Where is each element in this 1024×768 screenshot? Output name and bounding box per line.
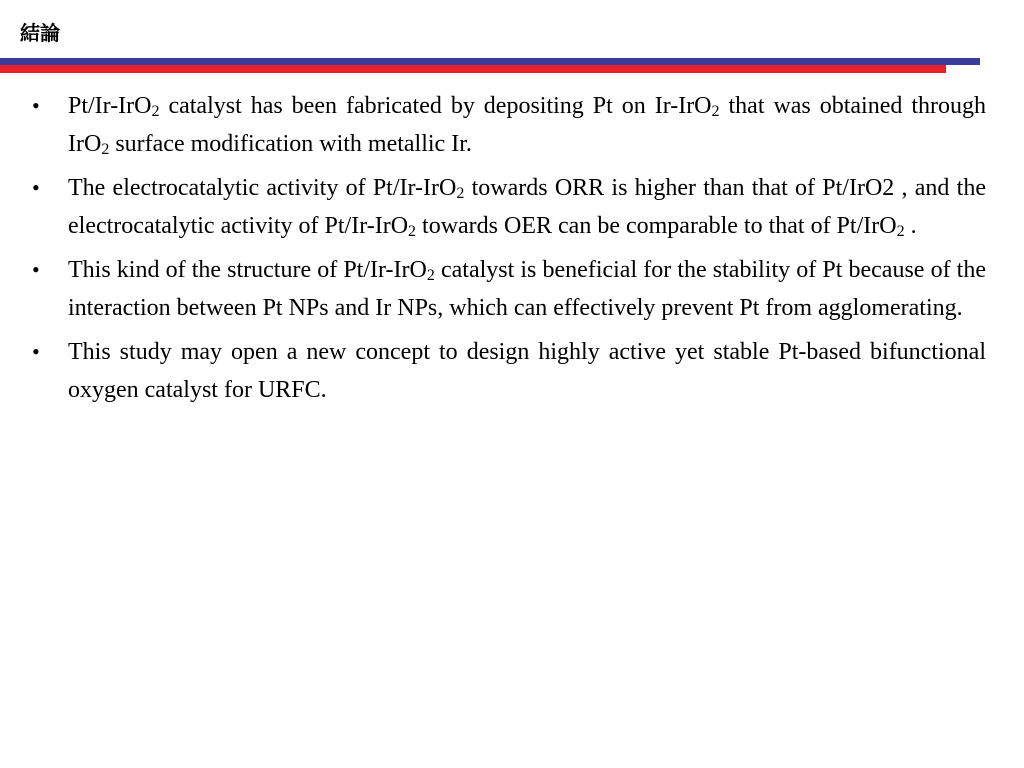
- bullet-item: [32, 251, 986, 327]
- bullet-item: [32, 333, 986, 409]
- subscript: 2: [426, 267, 435, 284]
- subscript: 2: [896, 223, 905, 240]
- subscript: 2: [101, 141, 110, 158]
- bullet-text: [68, 175, 986, 239]
- bullet-marker: •: [32, 339, 40, 364]
- bullet-text: [68, 93, 986, 157]
- bullet-marker: •: [32, 175, 40, 200]
- text-run: .: [904, 213, 917, 239]
- slide-title: 結論: [20, 21, 60, 45]
- bullet-item: [32, 169, 986, 245]
- subscript: 2: [711, 103, 720, 120]
- title-rule-blue: [0, 58, 980, 65]
- text-run: The electrocatalytic activity of Pt/Ir-IrO: [68, 175, 457, 201]
- subscript: 2: [408, 223, 417, 240]
- bullet-item: [32, 87, 986, 163]
- text-run: Pt/Ir-IrO: [68, 93, 152, 119]
- text-run: This study may open a new concept to design highly active yet stable Pt-based bifunctional oxygen catalyst for URFC.: [68, 339, 986, 403]
- text-run: towards OER can be comparable to that of Pt/IrO: [416, 213, 897, 239]
- title-rule-red: [0, 65, 946, 73]
- text-run: surface modification with metallic Ir.: [109, 131, 472, 157]
- subscript: 2: [151, 103, 160, 120]
- bullet-text: [68, 339, 986, 403]
- text-run: catalyst is beneficial for the stability of Pt because of the interaction between Pt NPs and Ir NPs, which can effectively prevent Pt from agglomerating.: [68, 257, 986, 321]
- bullet-marker: •: [32, 93, 40, 118]
- bullet-list: [32, 87, 986, 415]
- subscript: 2: [456, 185, 465, 202]
- bullet-marker: •: [32, 257, 40, 282]
- bullet-text: [68, 257, 986, 321]
- text-run: that was obtained through IrO: [68, 93, 986, 157]
- text-run: towards ORR is higher than that of Pt/IrO2 , and the electrocatalytic activity of Pt/Ir-IrO: [68, 175, 986, 239]
- text-run: This kind of the structure of Pt/Ir-IrO: [68, 257, 427, 283]
- text-run: catalyst has been fabricated by depositing Pt on Ir-IrO: [159, 93, 712, 119]
